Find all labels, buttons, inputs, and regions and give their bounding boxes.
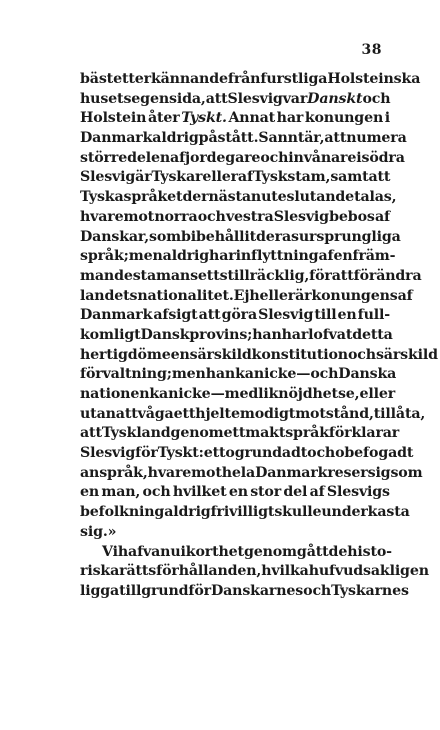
- text-line: bäst ett erkännande från furstliga Holsteinska: [80, 71, 421, 87]
- text-line: mande stam ansetts tillräcklig, för att förändra: [80, 267, 422, 284]
- text-line: landets nationalitet. Ej heller är konungens af: [80, 287, 413, 304]
- text-line: sig.»: [80, 523, 117, 540]
- text-line: Danmark aldrig påstått. Sannt är, att numera: [80, 130, 407, 147]
- body-text: [80, 70, 438, 602]
- text-line: anspråk, hvaremot hela Danmark reser sig som: [80, 464, 423, 481]
- text-line: hertigdöme en särskild konstitution och särskild: [80, 346, 438, 363]
- text-line: Holstein åter Tyskt. Annat har konungen i: [80, 110, 390, 127]
- text-line: större delen af jordegare och invånare i södra: [80, 149, 405, 166]
- paragraph-2: [80, 543, 429, 602]
- text-line: Slesvig för Tyskt: ett ogrundadt och obefogadt: [80, 445, 414, 462]
- text-line: Danmark afsigt att göra Slesvig till en full-: [80, 307, 390, 324]
- text-line: utan att våga ett hjeltemodigt motstånd, tillåta,: [80, 405, 426, 422]
- text-line: husets egen sida, att Slesvig var Danskt och: [80, 90, 391, 107]
- text-line: att Tyskland genom ett maktspråk förklarar: [80, 425, 400, 442]
- text-line: riska rättsförhållanden, hvilka hufvudsakligen: [80, 563, 429, 580]
- text-line: Vi hafva nu i korthet genomgått de histo-: [102, 543, 392, 560]
- text-line: språk; men aldrig har inflyttning af en främ-: [80, 248, 396, 265]
- text-line: en man, och hvilket en stor del af Slesvigs: [80, 484, 390, 501]
- text-line: ligga till grund för Danskarnes och Tyskarnes: [80, 582, 409, 599]
- paragraph-1: [80, 70, 438, 543]
- text-line: befolkning aldrig frivilligt skulle underkasta: [80, 504, 410, 521]
- text-line: Slesvig är Tyskar eller af Tysk stam, samt att: [80, 169, 391, 186]
- text-line: Danskar, som bibehållit deras ursprungliga: [80, 228, 401, 245]
- text-line: nationen kan icke — med liknöjdhet se, eller: [80, 386, 396, 402]
- text-line: hvaremot norra och vestra Slesvig bebos af: [80, 208, 390, 225]
- page-number: 38: [361, 42, 382, 58]
- text-line: förvaltning; men han kan icke — och Danska: [80, 366, 397, 383]
- text-line: Tyska språket der nästan uteslutande talas,: [80, 189, 397, 206]
- text-line: komligt Dansk provins; han har lofvat detta: [80, 326, 393, 343]
